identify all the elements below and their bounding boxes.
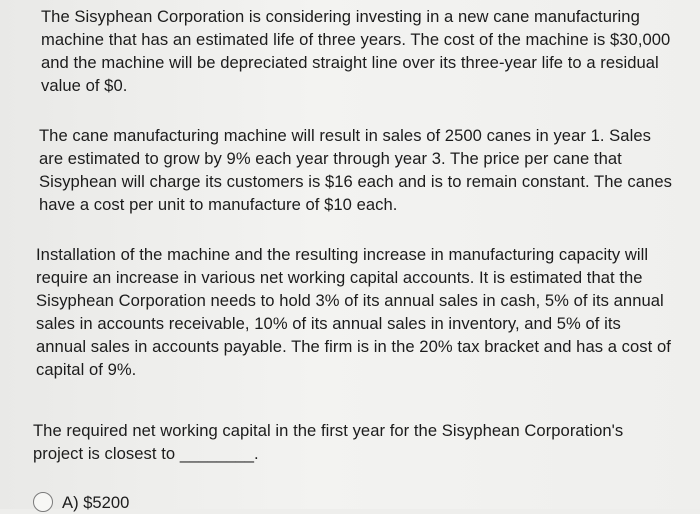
text-line: annual sales in accounts payable. The firm is in the 20% tax bracket and has a cost of [36, 337, 671, 356]
text-line: The cane manufacturing machine will result in sales of 2500 canes in year 1. Sales [39, 126, 651, 145]
answer-option-label: A) $5200 [62, 492, 130, 512]
paragraph-working-capital [36, 243, 686, 381]
text-line: have a cost per unit to manufacture of $10 each. [39, 195, 398, 214]
text-line: project is closest to ________. [33, 444, 259, 463]
paragraph-sales [39, 124, 679, 216]
text-line: capital of 9%. [36, 360, 137, 379]
paragraph-machine-cost [41, 5, 681, 97]
text-line: value of $0. [41, 76, 128, 95]
text-line: Sisyphean Corporation needs to hold 3% of its annual sales in cash, 5% of its annual [36, 291, 664, 310]
text-line: The required net working capital in the first year for the Sisyphean Corporation's [33, 421, 624, 440]
text-line: The Sisyphean Corporation is considering investing in a new cane manufacturing [41, 7, 640, 26]
question-prompt [33, 419, 683, 465]
text-line: Sisyphean will charge its customers is $16 each and is to remain constant. The canes [39, 172, 672, 191]
text-line: and the machine will be depreciated straight line over its three-year life to a residual [41, 53, 659, 72]
text-line: require an increase in various net working capital accounts. It is estimated that the [36, 268, 643, 287]
text-line: Installation of the machine and the resulting increase in manufacturing capacity will [36, 245, 649, 264]
text-line: are estimated to grow by 9% each year through year 3. The price per cane that [39, 149, 622, 168]
text-line: sales in accounts receivable, 10% of its annual sales in inventory, and 5% of its [36, 314, 621, 333]
text-line: machine that has an estimated life of three years. The cost of the machine is $30,000 [41, 30, 671, 49]
radio-button[interactable] [33, 492, 53, 512]
answer-option-a[interactable] [33, 490, 129, 514]
